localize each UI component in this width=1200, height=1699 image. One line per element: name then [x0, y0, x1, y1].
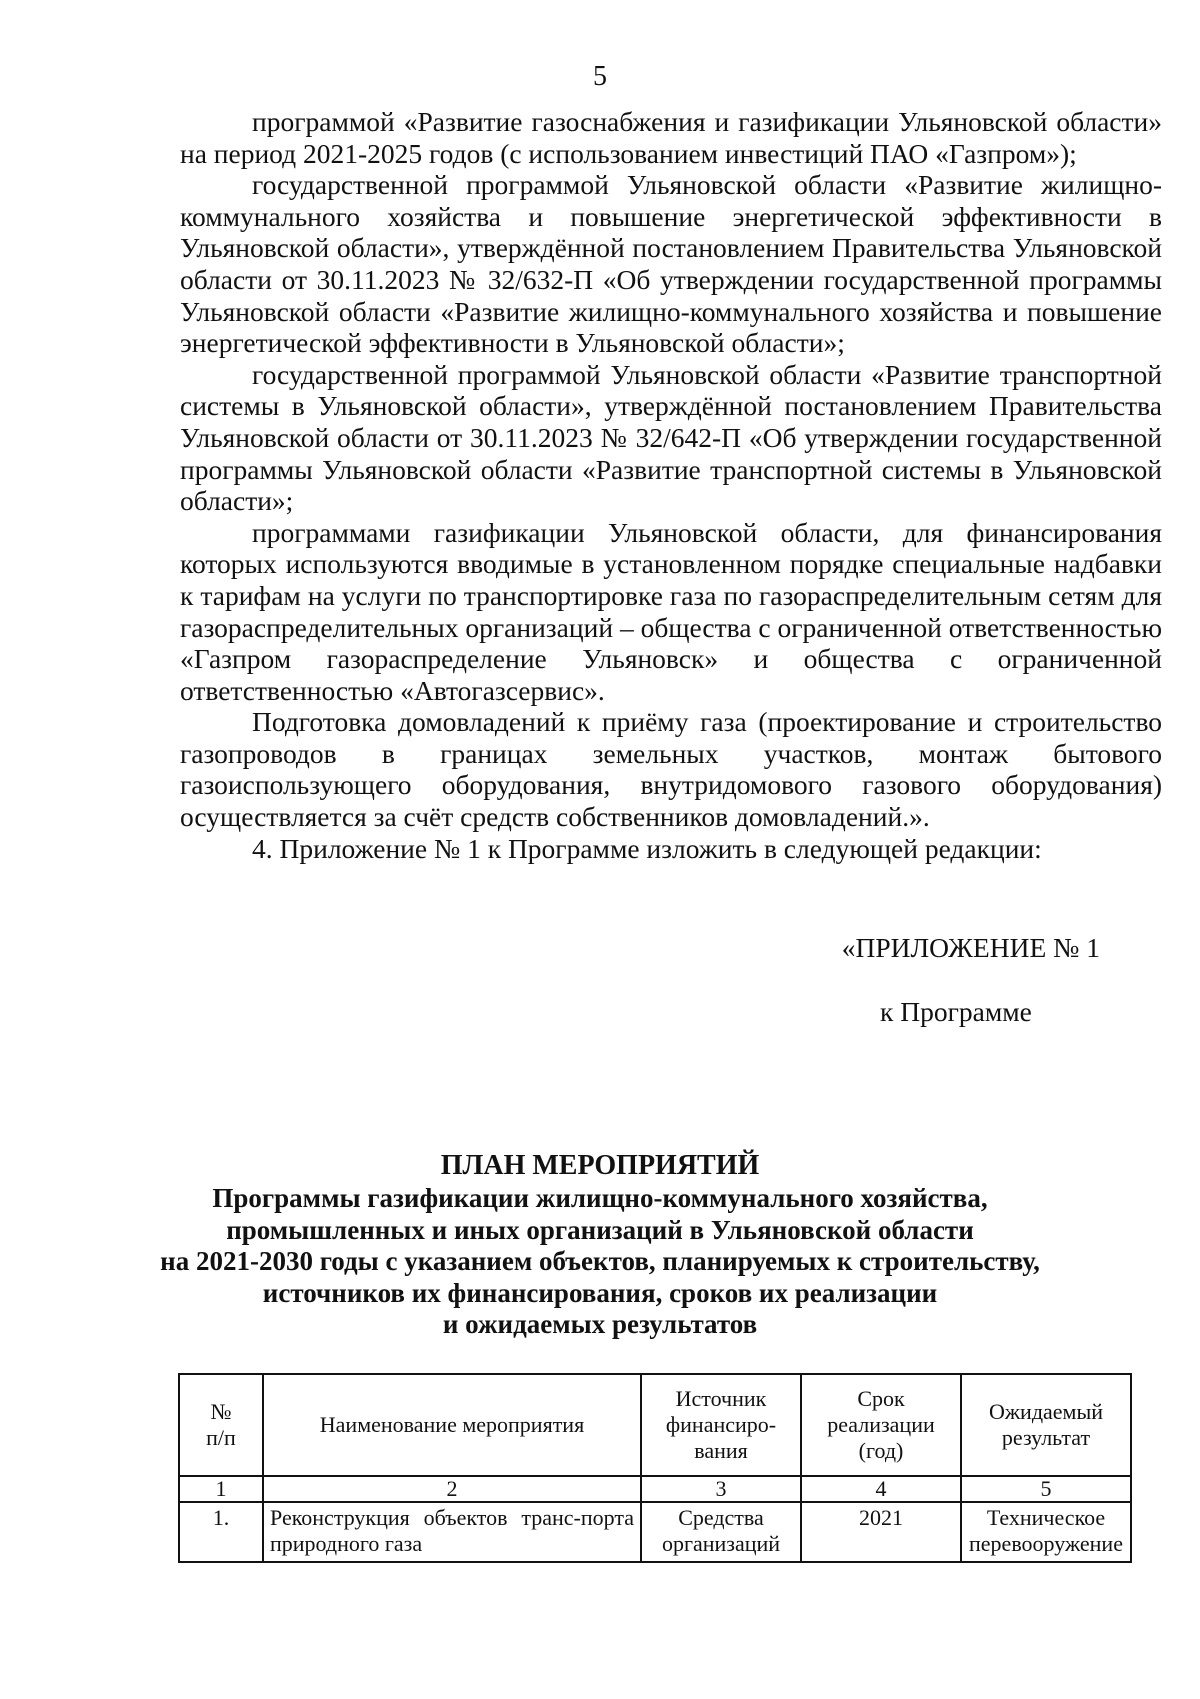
- paragraph: государственной программой Ульяновской области «Развитие транспортной системы в Ульяновской области», утверждённой постановлением Правительства Ульяновской области от 30.11.2023 № 32/642-П «Об утверждении государственной программы Ульяновской области «Развитие транспортной системы в Ульяновской области»;: [180, 358, 1162, 517]
- plan-subtitle-line: на 2021-2030 годы с указанием объектов, планируемых к строительству,: [160, 1246, 1040, 1276]
- plan-subtitle-line: и ожидаемых результатов: [442, 1309, 758, 1339]
- plan-subtitle: [150, 1183, 1050, 1341]
- column-number-cell: 4: [801, 1476, 961, 1502]
- page-number: 5: [593, 61, 607, 92]
- paragraph: государственной программой Ульяновской области «Развитие жилищно-коммунального хозяйства и повышение энергетической эффективности в Ульяновской области», утверждённой постановлением Правительства Ульяновской области от 30.11.2023 № 32/632-П «Об утверждении государственной программы Ульяновской области «Развитие жилищно-коммунального хозяйства и повышение энергетической эффективности в Ульяновской области»;: [180, 169, 1162, 359]
- header-cell-source: Источник финансиро-вания: [641, 1374, 801, 1476]
- paragraph: 4. Приложение № 1 к Программе изложить в следующей редакции:: [252, 832, 1042, 864]
- column-number-cell: 5: [961, 1476, 1131, 1502]
- appendix-heading: «ПРИЛОЖЕНИЕ № 1: [841, 932, 1100, 963]
- paragraph: программой «Развитие газоснабжения и газификации Ульяновской области» на период 2021-2025 годов (с использованием инвестиций ПАО «Газпром»);: [180, 106, 1162, 169]
- paragraph: программами газификации Ульяновской области, для финансирования которых используются вводимые в установленном порядке специальные надбавки к тарифам на услуги по транспортировке газа по газораспределительным сетям для газораспределительных организаций – общества с ограниченной ответственностью «Газпром газораспределение Ульяновск» и общества с ограниченной ответственностью «Автогазсервис».: [180, 516, 1162, 706]
- column-number-cell: 2: [263, 1476, 641, 1502]
- plan-subtitle-line: Программы газификации жилищно-коммунального хозяйства,: [212, 1183, 988, 1213]
- table-header-row: [179, 1374, 1131, 1476]
- plan-table: [178, 1373, 1132, 1563]
- header-cell-name: Наименование мероприятия: [263, 1374, 641, 1476]
- table-cell: Техническое перевооружение: [961, 1502, 1131, 1562]
- header-cell-term: Срок реализации (год): [801, 1374, 961, 1476]
- header-cell-result: Ожидаемый результат: [961, 1374, 1131, 1476]
- plan-subtitle-line: промышленных и иных организаций в Ульяновской области: [226, 1214, 974, 1245]
- plan-subtitle-line: источников их финансирования, сроков их реализации: [262, 1277, 938, 1308]
- table-row: [179, 1502, 1131, 1562]
- table-cell: 1.: [179, 1502, 263, 1562]
- table-cell: Средства организаций: [641, 1502, 801, 1562]
- table-cell: 2021: [801, 1502, 961, 1562]
- table-column-number-row: [179, 1476, 1131, 1502]
- column-number-cell: 3: [641, 1476, 801, 1502]
- column-number-cell: 1: [179, 1476, 263, 1502]
- plan-title: ПЛАН МЕРОПРИЯТИЙ: [440, 1150, 760, 1181]
- table-cell: Реконструкция объектов транс-порта природного газа: [263, 1502, 641, 1562]
- header-cell-number: № п/п: [179, 1374, 263, 1476]
- appendix-reference: к Программе: [880, 996, 1032, 1027]
- paragraph: Подготовка домовладений к приёму газа (проектирование и строительство газопроводов в границах земельных участков, монтаж бытового газоиспользующего оборудования, внутридомового газового оборудования) осуществляется за счёт средств собственников домовладений.».: [180, 706, 1162, 833]
- body-text: [180, 106, 1162, 864]
